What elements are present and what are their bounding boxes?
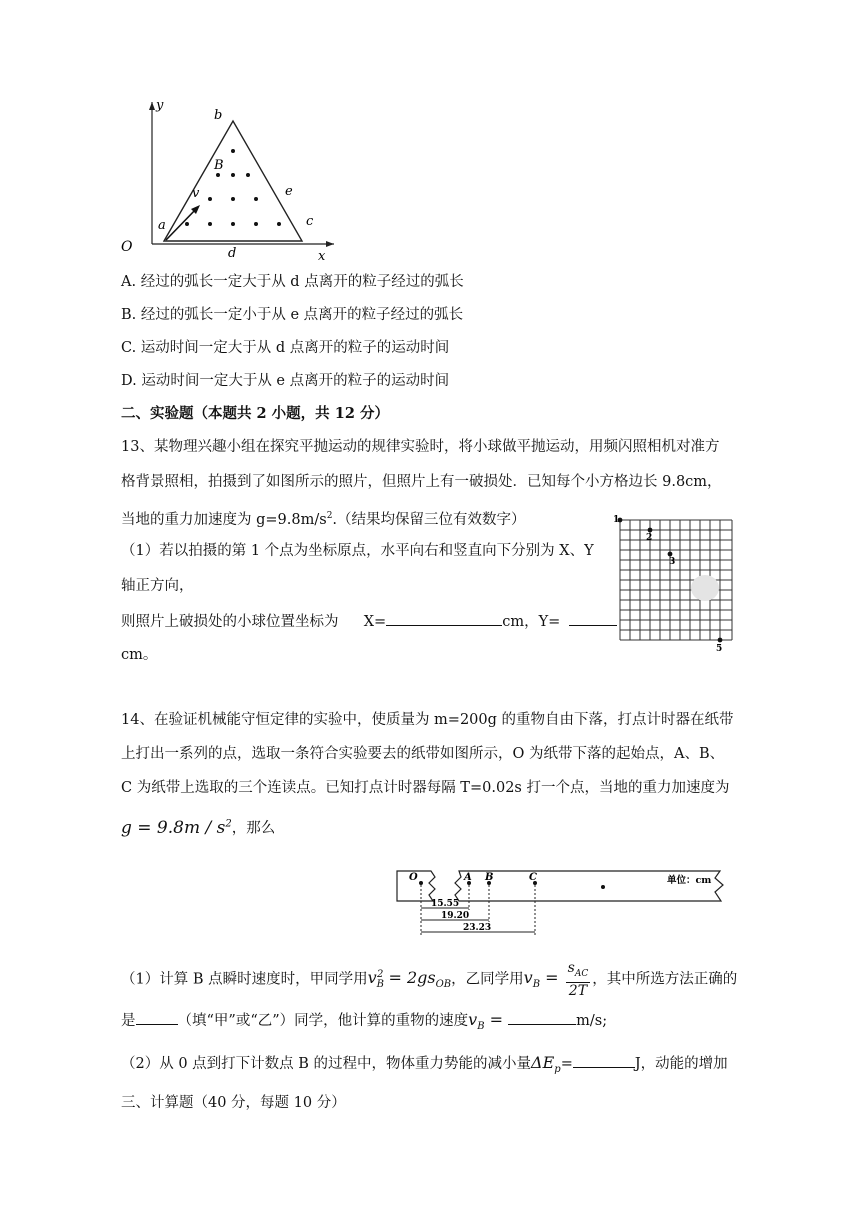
q13-sub1-line-3 — [121, 611, 617, 632]
q14-sub2-a: （2）从 0 点到打下计数点 B 的过程中，物体重力势能的减小量 — [121, 1056, 532, 1072]
tape-point-C: C — [529, 872, 537, 883]
option-b: B. 经过的弧长一定小于从 e 点离开的粒子经过的弧长 — [121, 307, 464, 323]
q14-sub1-line-2: 是 （填“甲”或“乙”）同学，他计算的重物的速度$v_B = m/s$; — [121, 1010, 608, 1033]
q13-line-3-b: .（结果均保留三位有效数字） — [332, 511, 526, 528]
q14-method-blank[interactable] — [136, 1010, 178, 1025]
q14-sub1-line2-a: 是 — [121, 1013, 136, 1029]
grid-label-3: 3 — [669, 557, 676, 567]
tape-distance-1: 15.55 — [431, 899, 460, 909]
tape-distance-3: 23.23 — [463, 923, 492, 933]
grid-label-5: 5 — [716, 644, 723, 654]
q14-line-4: $g = 9.8m / s^2$，那么 — [121, 817, 276, 838]
q13-sub1-line-4: cm。 — [121, 647, 158, 663]
q13-line-3-a: 当地的重力加速度为 g=9.8m/s — [121, 511, 327, 528]
q14-sub1-line2-c: m/s; — [576, 1013, 608, 1029]
q14-sub2-line-1: （2）从 0 点到打下计数点 B 的过程中，物体重力势能的减小量$\Delta E_p= J$，动能的增加 — [121, 1053, 728, 1076]
label-e: e — [285, 184, 293, 199]
q14-sub2-c: J，动能的增加 — [634, 1056, 728, 1072]
q13-y-answer-blank[interactable] — [569, 611, 617, 626]
tape-unit: 单位：cm — [667, 875, 712, 886]
q13-x-label: X= — [363, 614, 387, 630]
q14-sub2-b: = — [560, 1056, 573, 1072]
tape-point-O: O — [409, 872, 418, 883]
q14-sub1-line2-b: （填“甲”或“乙”）同学，他计算的重物的速度 — [177, 1013, 469, 1029]
q14-sub1-c: ，其中所选方法正确的 — [592, 971, 738, 988]
paper-tape-figure — [395, 868, 725, 940]
section-2-title: 二、实验题（本题共 2 小题，共 12 分） — [121, 405, 389, 422]
label-O: O — [121, 239, 133, 255]
grid-label-2: 2 — [646, 533, 653, 543]
q14-line-2: 上打出一系列的点，选取一条符合实验要去的纸带如图所示，O 为纸带下落的起始点，A、B、 — [121, 746, 725, 762]
tape-distance-2: 19.20 — [441, 911, 470, 921]
label-y: y — [156, 98, 164, 113]
tape-point-B: B — [485, 872, 494, 883]
q13-x-answer-blank[interactable] — [386, 611, 502, 626]
q14-velocity-blank[interactable] — [508, 1010, 576, 1025]
field-dots — [185, 149, 281, 226]
label-b: b — [214, 108, 223, 123]
q13-line-1: 13、某物理兴趣小组在探究平抛运动的规律实验时，将小球做平抛运动，用频闪照相机对准方 — [121, 439, 720, 455]
q13-sub1-line-2: 轴正方向， — [121, 578, 194, 594]
q14-sub1-b: ，乙同学用 — [451, 971, 524, 988]
q13-coordinate-prompt: 则照片上破损处的小球位置坐标为 — [121, 614, 339, 630]
q13-line-3 — [121, 506, 526, 530]
label-a: a — [158, 218, 166, 233]
label-x: x — [318, 249, 326, 262]
q14-line-1: 14、在验证机械能守恒定律的实验中，使质量为 m=200g 的重物自由下落，打点计时器在纸带 — [121, 712, 734, 728]
q14-line-3: C 为纸带上选取的三个连读点。已知打点计时器每隔 T=0.02s 打一个点，当地的重力加速度为 — [121, 780, 730, 796]
grid-label-1: 1 — [613, 515, 620, 525]
option-d: D. 运动时间一定大于从 e 点离开的粒子的运动时间 — [121, 373, 450, 389]
label-d: d — [228, 246, 237, 261]
label-v: v — [192, 186, 200, 201]
q13-grid-photo — [612, 512, 742, 654]
q13-line-2: 格背景照相，拍摄到了如图所示的照片，但照片上有一破损处．已知每个小方格边长 9.8cm， — [121, 474, 722, 490]
triangle-field-figure — [112, 97, 342, 262]
q14-potential-energy-blank[interactable] — [573, 1053, 635, 1068]
section-3-title: 三、计算题（40 分，每题 10 分） — [121, 1095, 346, 1111]
q13-line-3-sup: 2 — [326, 511, 333, 521]
q14-line-4-tail: ，那么 — [231, 820, 276, 837]
q13-y-label: cm，Y= — [502, 614, 561, 630]
label-c: c — [306, 214, 314, 229]
option-c: C. 运动时间一定大于从 d 点离开的粒子的运动时间 — [121, 340, 450, 356]
label-B: B — [214, 158, 224, 173]
q14-sub1-line-1: （1）计算 B 点瞬时速度时，甲同学用$v_B^2 = 2gs_{OB}$，乙同学用$v_B$ = $\frac{s_{AC}}{2T}$ ，其中所选方法正确的 — [121, 960, 738, 999]
tape-point-A: A — [464, 872, 472, 883]
option-a: A. 经过的弧长一定大于从 d 点离开的粒子经过的弧长 — [121, 274, 464, 290]
q13-sub1-line-1: （1）若以拍摄的第 1 个点为坐标原点，水平向右和竖直向下分别为 X、Y — [121, 543, 594, 559]
q14-sub1-a: （1）计算 B 点瞬时速度时，甲同学用 — [121, 971, 368, 988]
